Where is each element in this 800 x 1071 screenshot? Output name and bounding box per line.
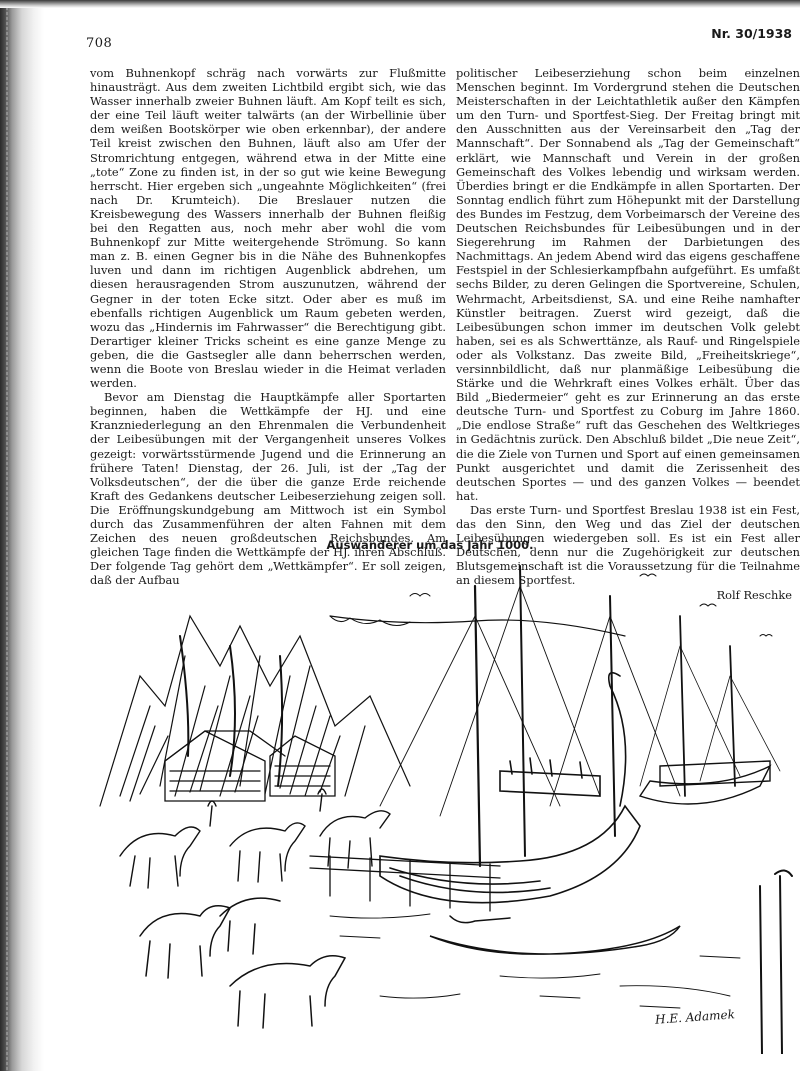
artist-signature: H.E. Adamek (654, 1007, 736, 1027)
second-ship (640, 616, 780, 804)
article-left-column (90, 66, 446, 587)
page-number: 708 (86, 36, 113, 51)
mooring-posts (760, 870, 792, 1054)
issue-number: Nr. 30/1938 (711, 26, 792, 41)
horses-and-people (120, 789, 390, 888)
small-boat (430, 916, 680, 954)
book-binding-shadow (0, 0, 44, 1071)
article-paragraph: Bevor am Dienstag die Hauptkämpfe aller Sportarten beginnen, haben die Wettkämpfe der HJ. und eine Kranzniederlegung an den Ehrenmalen die Verbundenheit der Leibesübungen mit der Vergangenheit unseres Volkes gezeigt: vorwärtsstürmende Jugend und die Erinnerung an frühere Taten! Dienstag, der 26. Juli, ist der „Tag der Volksdeutschen“, der die über die ganze Erde reichende Kraft des Gedankens deutscher Leibeserziehung zeigen soll. Die Eröffnungskundgebung am Mittwoch ist ein Symbol durch das Zusammenführen der alten Fahnen mit dem Zeichen des neuen großdeutschen Reichsbundes. Am gleichen Tage finden die Wettkämpfe der HJ. ihren Abschluß. Der folgende Tag gehört dem „Wettkämpfer“. Er soll zeigen, daß der Aufbau (90, 390, 446, 588)
birds-sketch (410, 574, 772, 636)
viking-ship (330, 566, 680, 903)
ink-drawing-emigrants (80, 556, 800, 1054)
article-right-column (456, 66, 800, 603)
article-paragraph: Das erste Turn- und Sportfest Breslau 1938 ist ein Fest, das den Sinn, den Weg und das Ziel der deutschen Leibesübungen wiedergeben soll. Es ist ein Fest aller Deutschen, denn nur die Zugehörigkeit zur deutschen Blutsgemeinschaft ist die Voraussetzung für die Teilnahme an diesem Sportfest. (456, 502, 800, 588)
article-paragraph: vom Buhnenkopf schräg nach vorwärts zur Flußmitte hinausträgt. Aus dem zweiten Lichtbild ergibt sich, wie das Wasser innerhalb zweier Buhnen läuft. Am Kopf teilt es sich, der eine Teil läuft weiter talwärts (an der Wirbellinie über dem weißen Bootskörper wie oben erkennbar), der andere Teil kreist zwischen den Buhnen, läuft also am Ufer der Stromrichtung entgegen, während etwa in der Mitte eine „tote“ Zone zu finden ist, in der so gut wie keine Bewegung herrscht. Hier ergeben sich „ungeahnte Möglichkeiten“ (frei nach Dr. Krumteich). Die Breslauer nutzen die Kreisbewegung des Wassers innerhalb der Buhnen fleißig bei den Regatten aus, noch mehr aber wohl die vom Buhnenkopf zur Mitte weitergehende Strömung. So kann man z. B. einen Gegner bis in die Nähe des Buhnenkopfes luven und dann im richtigen Augenblick abdrehen, um diesen herausragenden Strom auszunutzen, während der Gegner in der toten Ecke sitzt. Oder aber es muß im ebenfalls richtigen Augenblick um Raum gebeten werden, wozu das „Hindernis im Fahrwasser“ die Berechtigung gibt. Derartiger kleiner Tricks scheint es eine ganze Menge zu geben, die die Gastsegler alle dann beherrschen werden, wenn die Boote von Breslau wieder in die Heimat verladen werden. (90, 66, 446, 391)
illustration-caption: Auswanderer um das Jahr 1000. (326, 538, 534, 552)
cattle-foreground (140, 898, 345, 1028)
mountains-sketch (100, 616, 410, 806)
article-author: Rolf Reschke (716, 588, 792, 603)
article-paragraph: politischer Leibeserziehung schon beim einzelnen Menschen beginnt. Im Vordergrund stehen die Deutschen Meisterschaften in der Leichtathletik außer den Kämpfen um den Turn- und Sportfest-Sieg. Der Freitag bringt mit den Ausschnitten aus der Vereinsarbeit den „Tag der Mannschaft“. Der Sonnabend als „Tag der Gemeinschaft“ erklärt, wie Mannschaft und Verein in der großen Gemeinschaft des Volkes lebendig und wirksam werden. Überdies bringt er die Endkämpfe in allen Sportarten. Der Sonntag endlich führt zum Höhepunkt mit der Darstellung des Bundes im Festzug, dem Vorbeimarsch der Vereine des Deutschen Reichsbundes für Leibesübungen und in der Siegerehrung im Rahmen der Darbietungen des Nachmittags. An jedem Abend wird das eigens geschaffene Festspiel in der Schlesierkampfbahn aufgeführt. Es umfaßt sechs Bilder, zu deren Gelingen die Sportvereine, Schulen, Wehrmacht, Arbeitsdienst, SA. und eine Reihe namhafter Künstler beitragen. Zuerst wird gezeigt, daß die Leibesübungen schon immer im deutschen Volk gelebt haben, sei es als Schwerttänze, als Rauf- und Ringelspiele oder als Volkstanz. Das zweite Bild, „Freiheitskriege“, versinnbildlicht, daß nur planmäßige Leibesübung die Stärke und die Wehrkraft eines Volkes erhält. Über das Bild „Biedermeier“ geht es zur Erinnerung an das erste deutsche Turn- und Sportfest zu Coburg im Jahre 1860. „Die endlose Straße“ ruft das Geschehen des Weltkrieges in Gedächtnis zurück. Den Abschluß bildet „Die neue Zeit“, die die Ziele von Turnen und Sport auf einen gemeinsamen Punkt ausgerichtet und damit die Zerissenheit des deutschen Sportes — und des ganzen Volkes — beendet hat. (456, 66, 800, 503)
page-top-edge (0, 0, 800, 8)
